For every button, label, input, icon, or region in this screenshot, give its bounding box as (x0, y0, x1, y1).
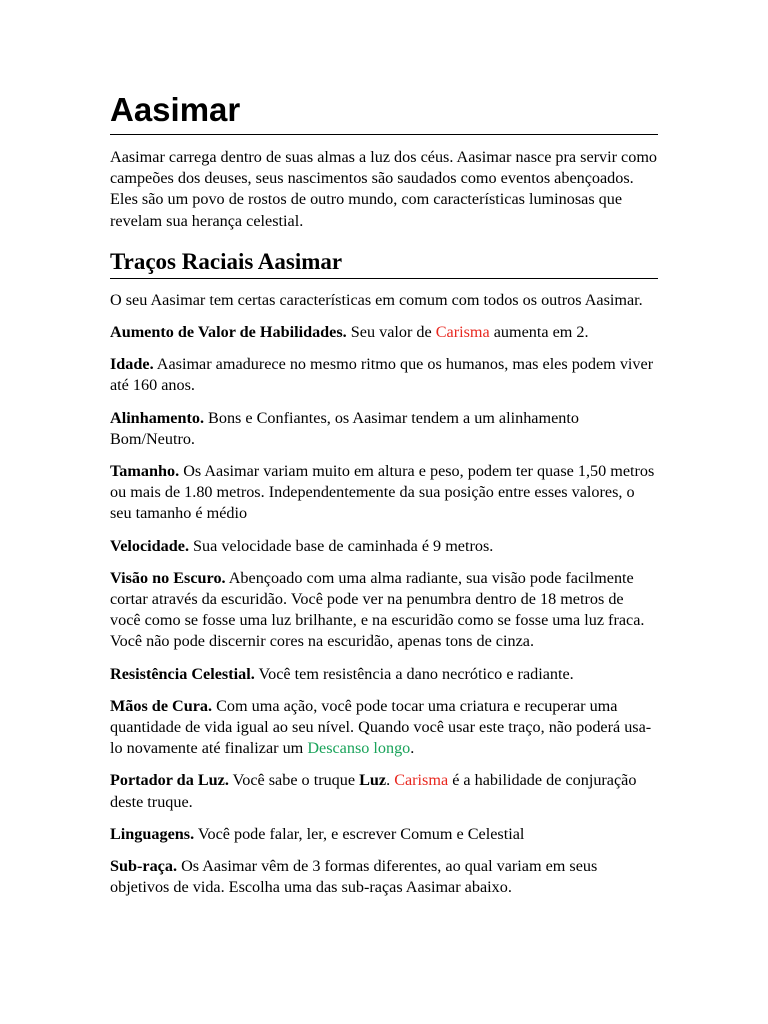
trait-celestial-resistance: Resistência Celestial. Você tem resistência a dano necrótico e radiante. (110, 664, 574, 683)
trait-name: Aumento de Valor de Habilidades. (110, 323, 347, 342)
trait-darkvision: Visão no Escuro. Abençoado com uma alma radiante, sua visão pode facilmente cortar através da escuridão. Você pode ver na penumbra dentro de 18 metros de você como se fosse uma luz brilhante, e na escuridão como se fosse uma luz fraca. Você não pode discernir cores na escuridão, apenas tons de cinza. (110, 568, 645, 651)
trait-name: Visão no Escuro. (110, 568, 226, 587)
trait-name: Velocidade. (110, 536, 189, 555)
trait-subrace: Sub-raça. Os Aasimar vêm de 3 formas diferentes, ao qual variam em seus objetivos de vida. Escolha uma das sub-raças Aasimar abaixo. (110, 857, 598, 897)
trait-light-bearer: Portador da Luz. Você sabe o truque Luz. Carisma é a habilidade de conjuração deste truque. (110, 771, 637, 811)
trait-name: Portador da Luz. (110, 771, 229, 790)
trait-name: Resistência Celestial. (110, 664, 255, 683)
trait-name: Tamanho. (110, 462, 180, 481)
trait-name: Idade. (110, 355, 154, 374)
document-page (110, 88, 658, 898)
charisma-link[interactable]: Carisma (394, 771, 449, 790)
trait-age: Idade. Aasimar amadurece no mesmo ritmo que os humanos, mas eles podem viver até 160 anos. (110, 355, 654, 395)
long-rest-link[interactable]: Descanso longo (307, 739, 411, 758)
page-title: Aasimar (110, 88, 658, 135)
intro-paragraph: Aasimar carrega dentro de suas almas a luz dos céus. Aasimar nasce pra servir como campeões dos deuses, seus nascimentos são saudados como eventos abençoados. Eles são um povo de rostos de outro mundo, com características luminosas que revelam sua herança celestial. (110, 148, 658, 230)
trait-name: Linguagens. (110, 824, 195, 843)
light-cantrip: Luz (359, 771, 387, 790)
trait-languages: Linguagens. Você pode falar, ler, e escrever Comum e Celestial (110, 824, 525, 843)
charisma-link[interactable]: Carisma (435, 323, 490, 342)
trait-name: Mãos de Cura. (110, 696, 213, 715)
trait-name: Alinhamento. (110, 408, 204, 427)
trait-ability-score: Aumento de Valor de Habilidades. Seu valor de Carisma aumenta em 2. (110, 323, 589, 342)
trait-alignment: Alinhamento. Bons e Confiantes, os Aasimar tendem a um alinhamento Bom/Neutro. (110, 408, 579, 448)
trait-healing-hands: Mãos de Cura. Com uma ação, você pode tocar uma criatura e recuperar uma quantidade de vida igual ao seu nível. Quando você usar este traço, não poderá usa-lo novamente até finalizar um Descanso longo. (110, 696, 652, 758)
trait-speed: Velocidade. Sua velocidade base de caminhada é 9 metros. (110, 536, 494, 555)
section-intro: O seu Aasimar tem certas características em comum com todos os outros Aasimar. (110, 290, 643, 309)
trait-name: Sub-raça. (110, 857, 178, 876)
trait-size: Tamanho. Os Aasimar variam muito em altura e peso, podem ter quase 1,50 metros ou mais de 1.80 metros. Independentemente da sua posição entre esses valores, o seu tamanho é médio (110, 462, 655, 523)
section-title: Traços Raciais Aasimar (110, 248, 658, 279)
